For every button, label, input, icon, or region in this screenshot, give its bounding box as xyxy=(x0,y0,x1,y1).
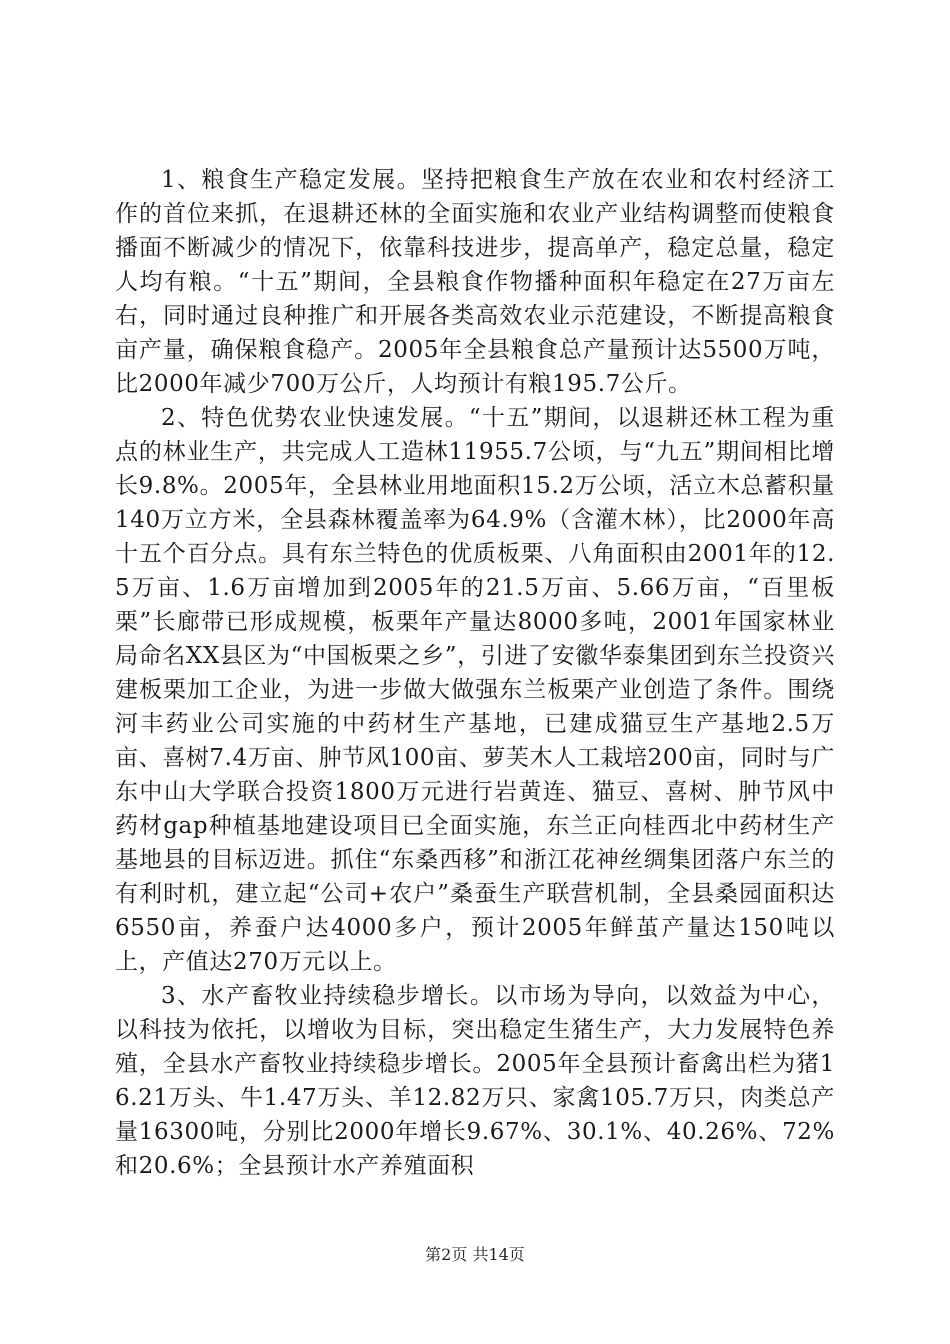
page-number-footer: 第2页 共14页 xyxy=(425,1245,525,1264)
paragraph-specialty-agriculture: 2、特色优势农业快速发展。“十五”期间，以退耕还林工程为重点的林业生产，共完成人工造林11955.7公顷，与“九五”期间相比增长9.8%。2005年，全县林业用地面积15.2万公顷，活立木总蓄积量140万立方米，全县森林覆盖率为64.9%（含灌木林），比2000年高十五个百分点。具有东兰特色的优质板栗、八角面积由2001年的12.5万亩、1.6万亩增加到2005年的21.5万亩、5.66万亩，“百里板栗”长廊带已形成规模，板栗年产量达8000多吨，2001年国家林业局命名XX县区为“中国板栗之乡”，引进了安徽华泰集团到东兰投资兴建板栗加工企业，为进一步做大做强东兰板栗产业创造了条件。围绕河丰药业公司实施的中药材生产基地，已建成猫豆生产基地2.5万亩、喜树7.4万亩、肿节风100亩、萝芙木人工栽培200亩，同时与广东中山大学联合投资1800万元进行岩黄连、猫豆、喜树、肿节风中药材gap种植基地建设项目已全面实施，东兰正向桂西北中药材生产基地县的目标迈进。抓住“东桑西移”和浙江花神丝绸集团落户东兰的有利时机，建立起“公司+农户”桑蚕生产联营机制，全县桑园面积达6550亩，养蚕户达4000多户，预计2005年鲜茧产量达150吨以上，产值达270万元以上。 xyxy=(115,405,835,975)
document-body xyxy=(115,163,835,1183)
paragraph-aquaculture-livestock: 3、水产畜牧业持续稳步增长。以市场为导向，以效益为中心，以科技为依托，以增收为目标，突出稳定生猪生产，大力发展特色养殖，全县水产畜牧业持续稳步增长。2005年全县预计畜禽出栏为猪16.21万头、牛1.47万头、羊12.82万只、家禽105.7万只，肉类总产量16300吨，分别比2000年增长9.67%、30.1%、40.26%、72%和20.6%；全县预计水产养殖面积 xyxy=(115,983,835,1179)
paragraph-grain-production: 1、粮食生产稳定发展。坚持把粮食生产放在农业和农村经济工作的首位来抓，在退耕还林的全面实施和农业产业结构调整而使粮食播面不断减少的情况下，依靠科技进步，提高单产，稳定总量，稳定人均有粮。“十五”期间，全县粮食作物播种面积年稳定在27万亩左右，同时通过良种推广和开展各类高效农业示范建设，不断提高粮食亩产量，确保粮食稳产。2005年全县粮食总产量预计达5500万吨，比2000年减少700万公斤，人均预计有粮195.7公斤。 xyxy=(115,167,835,397)
